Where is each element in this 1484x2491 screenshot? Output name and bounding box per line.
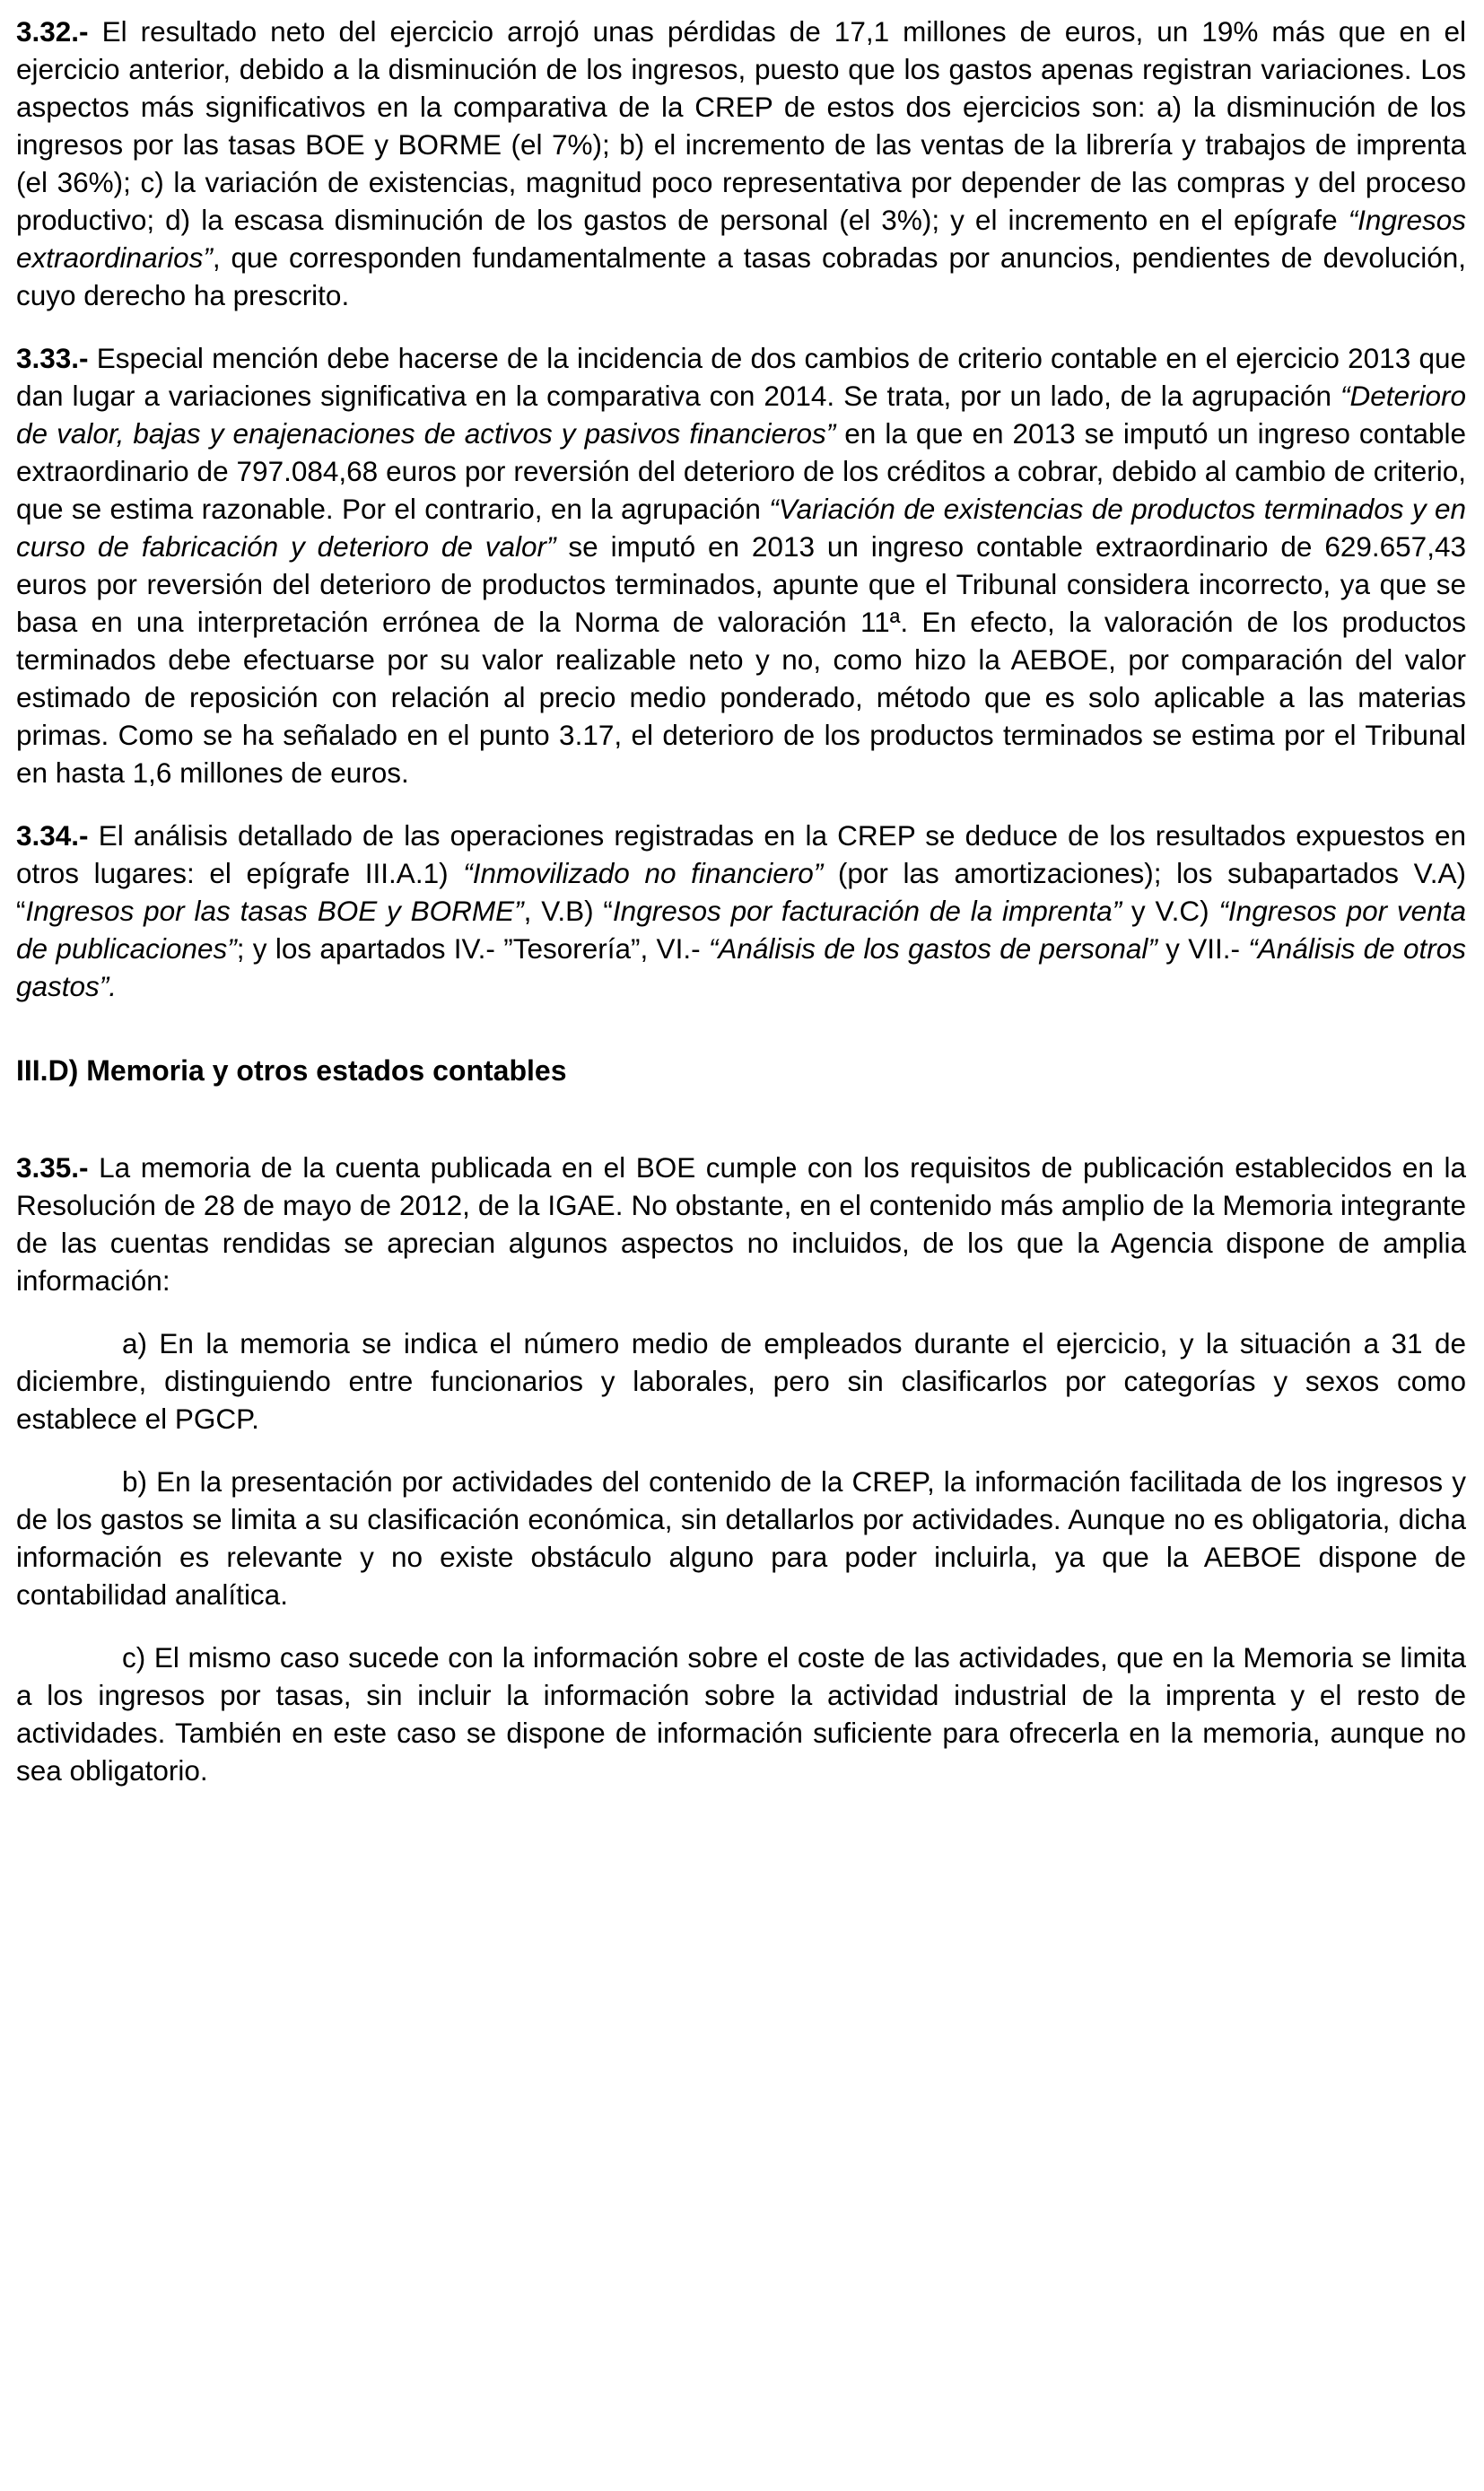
paragraph-italic-text: “Inmovilizado no financiero” xyxy=(463,857,824,889)
paragraph-italic-text: “Análisis de otros gastos”. xyxy=(16,932,1467,1002)
paragraph-3-35 xyxy=(16,1149,1466,1299)
paragraph-italic-text: “Variación de existencias de productos terminados y en curso de fabricación y deterioro de valor” xyxy=(16,493,1466,563)
paragraph-3-32 xyxy=(16,13,1466,314)
paragraph-number: 3.34.- xyxy=(16,819,89,852)
paragraph-3-33 xyxy=(16,339,1466,791)
paragraph-text: Especial mención debe hacerse de la incidencia de dos cambios de criterio contable en el ejercicio 2013 que dan lugar a variaciones significativa en la comparativa con 2014. Se trata, por un lado, de la agrupación xyxy=(16,342,1466,412)
paragraph-number: 3.33.- xyxy=(16,342,89,374)
paragraph-3-34 xyxy=(16,817,1466,1005)
paragraph-text: La memoria de la cuenta publicada en el BOE cumple con los requisitos de publicación establecidos en la Resolución de 28 de mayo de 2012, de la IGAE. No obstante, en el contenido más amplio de la Memoria integrante de las cuentas rendidas se aprecian algunos aspectos no incluidos, de los que la Agencia dispone de amplia información: xyxy=(16,1151,1466,1297)
paragraph-text: en la que en 2013 se imputó un ingreso contable extraordinario de 797.084,68 euros por reversión del deterioro de los créditos a cobrar, debido al cambio de criterio, que se estima razonable. Por el contrario, en la agrupación xyxy=(16,417,1466,525)
paragraph-text: , que corresponden fundamentalmente a tasas cobradas por anuncios, pendientes de devolución, cuyo derecho ha prescrito. xyxy=(16,241,1466,311)
list-item-b: b) En la presentación por actividades del contenido de la CREP, la información facilitada de los ingresos y de los gastos se limita a su clasificación económica, sin detallarlos por actividades. Aunque no es obligatoria, dicha información es relevante y no existe obstáculo alguno para poder incluirla, ya que la AEBOE dispone de contabilidad analítica. xyxy=(16,1465,1466,1611)
list-item-c: c) El mismo caso sucede con la información sobre el coste de las actividades, que en la Memoria se limita a los ingresos por tasas, sin incluir la información sobre la actividad industrial de la imprenta y el resto de actividades. También en este caso se dispone de información suficiente para ofrecerla en la memoria, aunque no sea obligatorio. xyxy=(16,1641,1466,1787)
paragraph-number: 3.32.- xyxy=(16,15,89,48)
paragraph-text: y VII.- xyxy=(1157,932,1249,965)
paragraph-text: se imputó en 2013 un ingreso contable extraordinario de 629.657,43 euros por reversión del deterioro de productos terminados, apunte que el Tribunal considera incorrecto, ya que se basa en una interpretación errónea de la Norma de valoración 11ª. En efecto, la valoración de los productos terminados debe efectuarse por su valor realizable neto y no, como hizo la AEBOE, por comparación del valor estimado de reposición con relación al precio medio ponderado, método que es solo aplicable a las materias primas. Como se ha señalado en el punto 3.17, el deterioro de los productos terminados se estima por el Tribunal en hasta 1,6 millones de euros. xyxy=(16,530,1466,789)
paragraph-text: ; y los apartados IV.- ”Tesorería”, VI.- xyxy=(236,932,709,965)
list-item-a: a) En la memoria se indica el número medio de empleados durante el ejercicio, y la situación a 31 de diciembre, distinguiendo entre funcionarios y laborales, pero sin clasificarlos por categorías y sexos como establece el PGCP. xyxy=(16,1327,1466,1435)
section-heading: III.D) Memoria y otros estados contables xyxy=(16,1054,567,1087)
paragraph-italic-text: Ingresos por facturación de la imprenta” xyxy=(612,895,1122,927)
paragraph-number: 3.35.- xyxy=(16,1151,89,1184)
paragraph-italic-text: “Ingresos extraordinarios” xyxy=(16,204,1466,274)
paragraph-text: El resultado neto del ejercicio arrojó unas pérdidas de 17,1 millones de euros, un 19% más que en el ejercicio anterior, debido a la disminución de los ingresos, puesto que los gastos apenas registran variaciones. Los aspectos más significativos en la comparativa de la CREP de estos dos ejercicios son: a) la disminución de los ingresos por las tasas BOE y BORME (el 7%); b) el incremento de las ventas de la librería y trabajos de imprenta (el 36%); c) la variación de existencias, magnitud poco representativa por depender de las compras y del proceso productivo; d) la escasa disminución de los gastos de personal (el 3%); y el incremento en el epígrafe xyxy=(16,15,1466,236)
paragraph-text: y V.C) xyxy=(1122,895,1219,927)
paragraph-italic-text: Ingresos por las tasas BOE y BORME” xyxy=(25,895,524,927)
paragraph-text: El análisis detallado de las operaciones registradas en la CREP se deduce de los resultados expuestos en otros lugares: el epígrafe III.A.1) xyxy=(16,819,1466,889)
paragraph-text: , V.B) “ xyxy=(523,895,613,927)
paragraph-text: (por las amortizaciones); los subapartados V.A) “ xyxy=(16,857,1467,927)
paragraph-italic-text: “Deterioro de valor, bajas y enajenaciones de activos y pasivos financieros” xyxy=(16,380,1466,450)
paragraph-italic-text: “Ingresos por venta de publicaciones” xyxy=(16,895,1466,965)
paragraph-italic-text: “Análisis de los gastos de personal” xyxy=(708,932,1157,965)
